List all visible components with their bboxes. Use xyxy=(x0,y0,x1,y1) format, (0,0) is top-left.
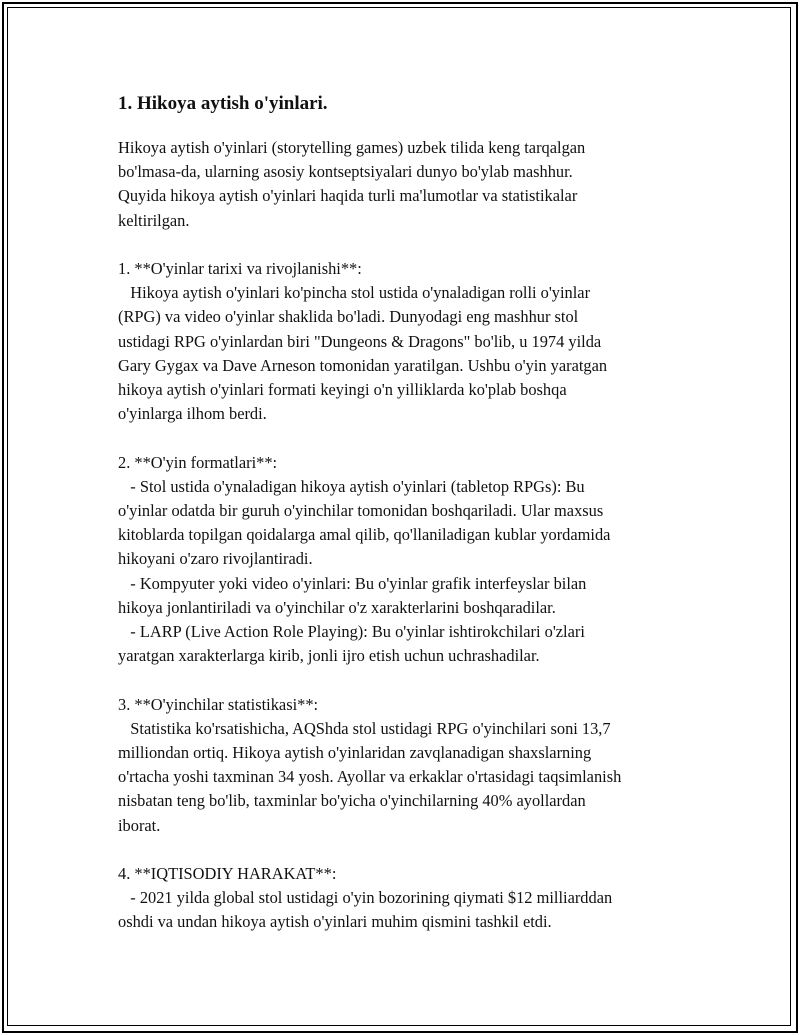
document-heading: 1. Hikoya aytish o'yinlari. xyxy=(118,93,328,114)
section-line: (RPG) va video o'yinlar shaklida bo'ladi. Dunyodagi eng mashhur stol xyxy=(118,307,579,327)
section-line: hikoyani o'zaro rivojlantiradi. xyxy=(118,549,313,569)
section-title: 3. **O'yinchilar statistikasi**: xyxy=(118,694,319,714)
intro-line: Quyida hikoya aytish o'yinlari haqida turli ma'lumotlar va statistikalar xyxy=(118,186,578,206)
intro-paragraph xyxy=(118,136,698,233)
section-line: - 2021 yilda global stol ustidagi o'yin bozorining qiymati $12 milliarddan xyxy=(118,888,613,908)
section-line: iborat. xyxy=(118,815,161,835)
section-line: - LARP (Live Action Role Playing): Bu o'yinlar ishtirokchilari o'zlari xyxy=(118,622,585,642)
intro-line: keltirilgan. xyxy=(118,210,190,230)
section-history xyxy=(118,257,698,426)
section-line: kitoblarda topilgan qoidalarga amal qilib, qo'llaniladigan kublar yordamida xyxy=(118,525,611,545)
section-line: o'rtacha yoshi taxminan 34 yosh. Ayollar va erkaklar o'rtasidagi taqsimlanish xyxy=(118,767,622,787)
intro-line: Hikoya aytish o'yinlari (storytelling games) uzbek tilida keng tarqalgan xyxy=(118,138,586,157)
section-line: o'yinlar odatda bir guruh o'yinchilar tomonidan boshqariladi. Ular maxsus xyxy=(118,501,604,521)
section-line: Gary Gygax va Dave Arneson tomonidan yaratilgan. Ushbu o'yin yaratgan xyxy=(118,355,608,375)
section-line: milliondan ortiq. Hikoya aytish o'yinlaridan zavqlanadigan shaxslarning xyxy=(118,743,592,763)
section-line: o'yinlarga ilhom berdi. xyxy=(118,404,267,424)
section-line: yaratgan xarakterlarga kirib, jonli ijro etish uchun uchrashadilar. xyxy=(118,646,540,666)
section-line: hikoya aytish o'yinlari formati keyingi o'n yilliklarda ko'plab boshqa xyxy=(118,380,567,400)
section-title: 4. **IQTISODIY HARAKAT**: xyxy=(118,864,337,884)
section-line: oshdi va undan hikoya aytish o'yinlari muhim qismini tashkil etdi. xyxy=(118,912,552,932)
section-title: 1. **O'yinlar tarixi va rivojlanishi**: xyxy=(118,259,362,278)
section-statistics xyxy=(118,693,698,838)
section-formats xyxy=(118,451,698,669)
section-title: 2. **O'yin formatlari**: xyxy=(118,452,278,472)
section-line: Hikoya aytish o'yinlari ko'pincha stol ustida o'ynaladigan rolli o'yinlar xyxy=(118,283,591,303)
section-line: hikoya jonlantiriladi va o'yinchilar o'z xarakterlarini boshqaradilar. xyxy=(118,597,556,617)
section-line: ustidagi RPG o'yinlardan biri "Dungeons & Dragons" bo'lib, u 1974 yilda xyxy=(118,331,602,351)
document-body xyxy=(118,92,698,935)
section-line: nisbatan teng bo'lib, taxminlar bo'yicha o'yinchilarning 40% ayollardan xyxy=(118,791,586,811)
intro-line: bo'lmasa-da, ularning asosiy kontseptsiyalari dunyo bo'ylab mashhur. xyxy=(118,162,573,182)
section-line: Statistika ko'rsatishicha, AQShda stol ustidagi RPG o'yinchilari soni 13,7 xyxy=(118,718,611,738)
section-economy xyxy=(118,862,698,935)
section-line: - Stol ustida o'ynaladigan hikoya aytish o'yinlari (tabletop RPGs): Bu xyxy=(118,476,585,496)
section-line: - Kompyuter yoki video o'yinlari: Bu o'yinlar grafik interfeyslar bilan xyxy=(118,573,587,593)
